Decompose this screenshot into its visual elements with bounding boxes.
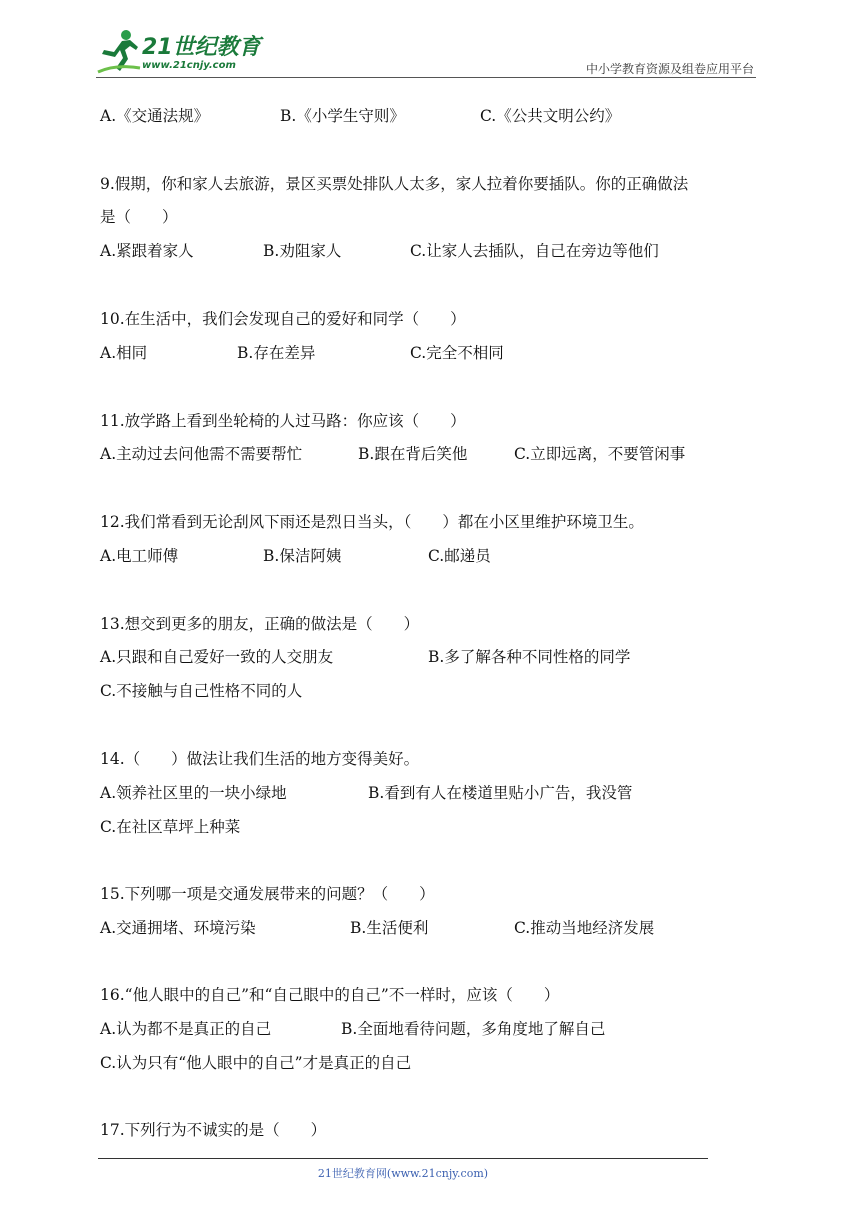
q15-option-a: A.交通拥堵、环境污染 <box>100 919 256 937</box>
q13-stem: 13.想交到更多的朋友，正确的做法是（ ） <box>100 615 420 633</box>
q8-option-a: A.《交通法规》 <box>100 107 210 125</box>
q14-stem: 14.（ ）做法让我们生活的地方变得美好。 <box>100 750 420 768</box>
footer-divider <box>98 1158 708 1159</box>
q8-option-c: C.《公共文明公约》 <box>480 107 621 125</box>
q11-option-c: C.立即远离，不要管闲事 <box>514 445 686 463</box>
q16-option-b: B.全面地看待问题，多角度地了解自己 <box>341 1020 606 1038</box>
header-divider <box>96 77 756 78</box>
q15-option-b: B.生活便利 <box>350 919 429 937</box>
page-header <box>0 0 860 82</box>
q16-option-a: A.认为都不是真正的自己 <box>100 1020 272 1038</box>
q9-option-a: A.紧跟着家人 <box>100 242 194 260</box>
q9-stem-line1: 9.假期，你和家人去旅游，景区买票处排队人太多，家人拉着你要插队。你的正确做法 <box>100 175 689 193</box>
q10-option-a: A.相同 <box>100 344 148 362</box>
q10-option-c: C.完全不相同 <box>410 344 504 362</box>
logo-text: 21世纪教育 <box>142 35 261 60</box>
q8-option-b: B.《小学生守则》 <box>280 107 405 125</box>
logo-url: www.21cnjy.com <box>142 60 236 71</box>
logo <box>96 28 266 78</box>
q15-stem: 15.下列哪一项是交通发展带来的问题？（ ） <box>100 885 435 903</box>
q14-option-a: A.领养社区里的一块小绿地 <box>100 784 287 802</box>
q11-option-b: B.跟在背后笑他 <box>358 445 468 463</box>
q13-option-c: C.不接触与自己性格不同的人 <box>100 682 303 700</box>
q15-option-c: C.推动当地经济发展 <box>514 919 655 937</box>
q13-option-b: B.多了解各种不同性格的同学 <box>428 648 631 666</box>
q10-stem: 10.在生活中，我们会发现自己的爱好和同学（ ） <box>100 310 466 328</box>
q12-option-b: B.保洁阿姨 <box>263 547 342 565</box>
q17-stem: 17.下列行为不诚实的是（ ） <box>100 1121 327 1139</box>
runner-logo-icon <box>96 28 142 74</box>
footer-link[interactable]: 21世纪教育网(www.21cnjy.com) <box>317 1167 489 1180</box>
q12-stem: 12.我们常看到无论刮风下雨还是烈日当头，（ ）都在小区里维护环境卫生。 <box>100 513 644 531</box>
q10-option-b: B.存在差异 <box>237 344 316 362</box>
q16-option-c: C.认为只有“他人眼中的自己”才是真正的自己 <box>100 1054 412 1072</box>
q9-option-c: C.让家人去插队，自己在旁边等他们 <box>410 242 659 260</box>
q13-option-a: A.只跟和自己爱好一致的人交朋友 <box>100 648 334 666</box>
q14-option-c: C.在社区草坪上种菜 <box>100 818 241 836</box>
q9-option-b: B.劝阻家人 <box>263 242 342 260</box>
q16-stem: 16.“他人眼中的自己”和“自己眼中的自己”不一样时，应该（ ） <box>100 986 560 1004</box>
q11-option-a: A.主动过去问他需不需要帮忙 <box>100 445 303 463</box>
q9-stem-line2: 是（ ） <box>100 208 178 226</box>
q12-option-c: C.邮递员 <box>428 547 491 565</box>
q14-option-b: B.看到有人在楼道里贴小广告，我没管 <box>368 784 633 802</box>
q11-stem: 11.放学路上看到坐轮椅的人过马路：你应该（ ） <box>100 412 466 430</box>
q12-option-a: A.电工师傅 <box>100 547 179 565</box>
header-tagline: 中小学教育资源及组卷应用平台 <box>585 62 754 76</box>
